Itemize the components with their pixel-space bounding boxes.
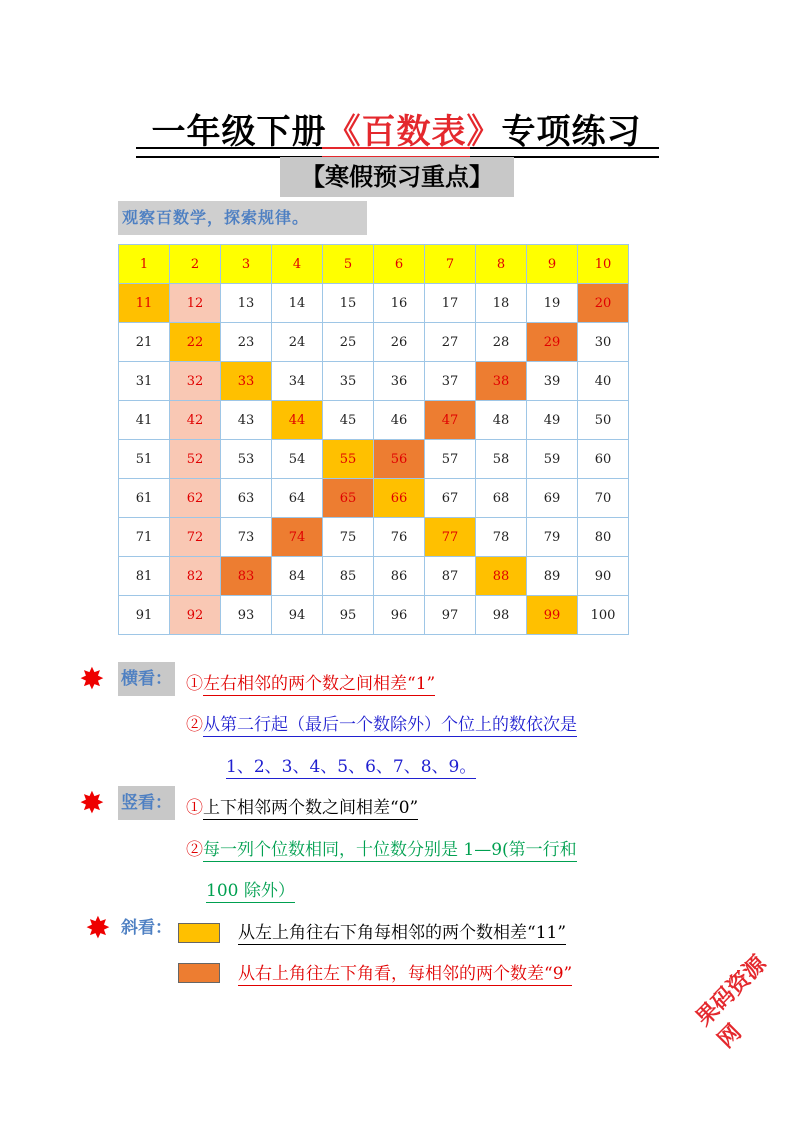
- table-cell: 20: [578, 284, 629, 323]
- table-cell: 17: [425, 284, 476, 323]
- table-row: [119, 479, 629, 518]
- table-cell: 96: [374, 596, 425, 635]
- table-cell: 80: [578, 518, 629, 557]
- table-cell: 50: [578, 401, 629, 440]
- table-row: [119, 362, 629, 401]
- table-row: [119, 596, 629, 635]
- table-cell: 95: [323, 596, 374, 635]
- table-cell: 83: [221, 557, 272, 596]
- table-cell: 73: [221, 518, 272, 557]
- table-cell: 69: [527, 479, 578, 518]
- table-cell: 56: [374, 440, 425, 479]
- table-cell: 100: [578, 596, 629, 635]
- table-row: [119, 401, 629, 440]
- star-icon: ✸: [79, 662, 105, 697]
- table-cell: 49: [527, 401, 578, 440]
- table-cell: 65: [323, 479, 374, 518]
- table-row: [119, 557, 629, 596]
- table-cell: 87: [425, 557, 476, 596]
- table-cell: 43: [221, 401, 272, 440]
- table-cell: 2: [170, 245, 221, 284]
- table-cell: 47: [425, 401, 476, 440]
- table-cell: 89: [527, 557, 578, 596]
- table-cell: 78: [476, 518, 527, 557]
- table-cell: 36: [374, 362, 425, 401]
- table-cell: 67: [425, 479, 476, 518]
- table-cell: 59: [527, 440, 578, 479]
- table-cell: 61: [119, 479, 170, 518]
- table-cell: 72: [170, 518, 221, 557]
- horizontal-rule-2-cont: 1、2、3、4、5、6、7、8、9。: [226, 757, 477, 777]
- table-cell: 22: [170, 323, 221, 362]
- table-cell: 44: [272, 401, 323, 440]
- table-cell: 79: [527, 518, 578, 557]
- star-icon: ✸: [79, 786, 105, 821]
- table-cell: 55: [323, 440, 374, 479]
- table-cell: 41: [119, 401, 170, 440]
- horizontal-rule-2: ②从第二行起（最后一个数除外）个位上的数依次是: [186, 715, 577, 735]
- table-cell: 15: [323, 284, 374, 323]
- table-cell: 42: [170, 401, 221, 440]
- vertical-rule-2: ②每一列个位数相同，十位数分别是 1—9(第一行和: [186, 840, 577, 860]
- table-cell: 6: [374, 245, 425, 284]
- table-cell: 99: [527, 596, 578, 635]
- table-cell: 11: [119, 284, 170, 323]
- subtitle-banner: 【寒假预习重点】: [280, 157, 514, 197]
- table-cell: 82: [170, 557, 221, 596]
- table-row: [119, 284, 629, 323]
- table-cell: 34: [272, 362, 323, 401]
- horizontal-rule-1: ①左右相邻的两个数之间相差“1”: [186, 674, 436, 694]
- table-cell: 57: [425, 440, 476, 479]
- table-cell: 30: [578, 323, 629, 362]
- table-cell: 23: [221, 323, 272, 362]
- table-cell: 52: [170, 440, 221, 479]
- title-part-1: 一年级下册: [151, 112, 327, 152]
- table-cell: 37: [425, 362, 476, 401]
- title-part-2: 专项练习: [501, 112, 642, 152]
- table-row: [119, 518, 629, 557]
- instruction-banner: 观察百数学，探索规律。: [118, 201, 367, 235]
- table-cell: 93: [221, 596, 272, 635]
- table-cell: 5: [323, 245, 374, 284]
- table-cell: 13: [221, 284, 272, 323]
- hundred-chart-table: [118, 244, 629, 635]
- table-cell: 48: [476, 401, 527, 440]
- table-cell: 35: [323, 362, 374, 401]
- table-cell: 90: [578, 557, 629, 596]
- table-cell: 3: [221, 245, 272, 284]
- table-cell: 64: [272, 479, 323, 518]
- table-cell: 51: [119, 440, 170, 479]
- table-cell: 38: [476, 362, 527, 401]
- table-cell: 53: [221, 440, 272, 479]
- watermark: 果码资源网: [691, 951, 772, 1054]
- diagonal-rule-1: 从左上角往右下角每相邻的两个数相差“11”: [238, 923, 567, 943]
- table-cell: 31: [119, 362, 170, 401]
- table-cell: 33: [221, 362, 272, 401]
- table-cell: 28: [476, 323, 527, 362]
- table-cell: 45: [323, 401, 374, 440]
- table-cell: 18: [476, 284, 527, 323]
- yellow-swatch: [178, 923, 220, 943]
- table-cell: 26: [374, 323, 425, 362]
- diagonal-label: 斜看：: [121, 918, 172, 938]
- table-row: [119, 323, 629, 362]
- table-cell: 88: [476, 557, 527, 596]
- table-cell: 29: [527, 323, 578, 362]
- table-cell: 77: [425, 518, 476, 557]
- vertical-rule-2-cont: 100 除外）: [206, 881, 295, 901]
- table-cell: 75: [323, 518, 374, 557]
- table-cell: 46: [374, 401, 425, 440]
- table-cell: 27: [425, 323, 476, 362]
- table-cell: 92: [170, 596, 221, 635]
- table-cell: 94: [272, 596, 323, 635]
- table-cell: 71: [119, 518, 170, 557]
- table-cell: 25: [323, 323, 374, 362]
- table-cell: 60: [578, 440, 629, 479]
- table-cell: 8: [476, 245, 527, 284]
- table-cell: 39: [527, 362, 578, 401]
- table-cell: 21: [119, 323, 170, 362]
- table-cell: 98: [476, 596, 527, 635]
- table-cell: 16: [374, 284, 425, 323]
- table-cell: 32: [170, 362, 221, 401]
- title-highlight: 《百数表》: [326, 112, 502, 152]
- table-cell: 62: [170, 479, 221, 518]
- table-cell: 10: [578, 245, 629, 284]
- diagonal-rule-2: 从右上角往左下角看，每相邻的两个数差“9”: [238, 964, 573, 984]
- vertical-rule-1: ①上下相邻两个数之间相差“0”: [186, 798, 419, 818]
- table-cell: 54: [272, 440, 323, 479]
- table-cell: 85: [323, 557, 374, 596]
- table-cell: 91: [119, 596, 170, 635]
- star-icon: ✸: [85, 911, 111, 946]
- orange-swatch: [178, 963, 220, 983]
- table-cell: 7: [425, 245, 476, 284]
- table-cell: 4: [272, 245, 323, 284]
- table-cell: 24: [272, 323, 323, 362]
- table-cell: 12: [170, 284, 221, 323]
- table-cell: 1: [119, 245, 170, 284]
- table-cell: 66: [374, 479, 425, 518]
- page-title: [0, 104, 793, 153]
- table-cell: 70: [578, 479, 629, 518]
- table-cell: 68: [476, 479, 527, 518]
- table-cell: 19: [527, 284, 578, 323]
- table-row: [119, 245, 629, 284]
- table-cell: 86: [374, 557, 425, 596]
- table-cell: 76: [374, 518, 425, 557]
- table-cell: 40: [578, 362, 629, 401]
- table-cell: 63: [221, 479, 272, 518]
- table-cell: 97: [425, 596, 476, 635]
- table-cell: 81: [119, 557, 170, 596]
- table-cell: 84: [272, 557, 323, 596]
- table-cell: 74: [272, 518, 323, 557]
- table-cell: 14: [272, 284, 323, 323]
- table-cell: 58: [476, 440, 527, 479]
- table-cell: 9: [527, 245, 578, 284]
- vertical-label: 竖看：: [118, 786, 175, 820]
- table-row: [119, 440, 629, 479]
- horizontal-label: 横看：: [118, 662, 175, 696]
